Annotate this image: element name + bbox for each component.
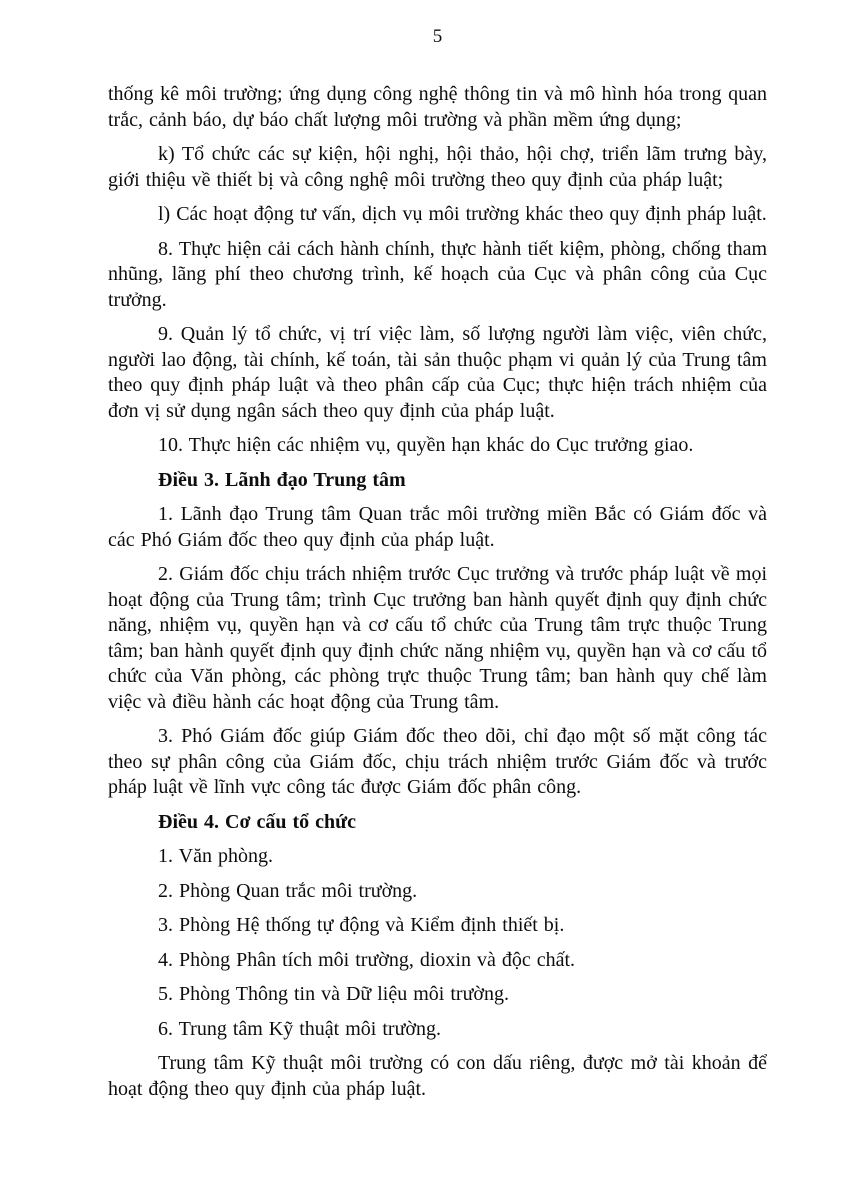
list-item: 2. Phòng Quan trắc môi trường. — [158, 879, 418, 902]
paragraph: 9. Quản lý tổ chức, vị trí việc làm, số lượng người làm việc, viên chức, người lao động, tài chính, kế toán, tài sản thuộc phạm vi quản lý của Trung tâm theo quy định pháp luật và theo phân cấp của Cục; thực hiện trách nhiệm của đơn vị sử dụng ngân sách theo quy định của pháp luật. — [108, 323, 767, 422]
paragraph: thống kê môi trường; ứng dụng công nghệ thông tin và mô hình hóa trong quan trắc, cảnh báo, dự báo chất lượng môi trường và phần mềm ứng dụng; — [108, 83, 767, 131]
list-item: 5. Phòng Thông tin và Dữ liệu môi trường. — [158, 983, 509, 1005]
paragraph: 8. Thực hiện cải cách hành chính, thực hành tiết kiệm, phòng, chống tham nhũng, lãng phí theo chương trình, kế hoạch của Cục và phân công của Cục trưởng. — [108, 237, 767, 311]
paragraph: 3. Phó Giám đốc giúp Giám đốc theo dõi, chỉ đạo một số mặt công tác theo sự phân công của Giám đốc, chịu trách nhiệm trước Giám đốc và trước pháp luật về lĩnh vực công tác được Giám đốc phân công. — [108, 725, 767, 798]
page-number: 5 — [432, 26, 443, 47]
article-heading: Điều 4. Cơ cấu tổ chức — [158, 810, 357, 833]
paragraph: Trung tâm Kỹ thuật môi trường có con dấu riêng, được mở tài khoản để hoạt động theo quy định của pháp luật. — [108, 1052, 767, 1100]
list-item: 6. Trung tâm Kỹ thuật môi trường. — [158, 1017, 441, 1040]
document-body — [108, 82, 767, 1102]
list-item: 3. Phòng Hệ thống tự động và Kiểm định thiết bị. — [158, 914, 565, 936]
paragraph: l) Các hoạt động tư vấn, dịch vụ môi trường khác theo quy định pháp luật. — [158, 203, 767, 225]
list-item: 4. Phòng Phân tích môi trường, dioxin và độc chất. — [158, 948, 576, 971]
list-item: 1. Văn phòng. — [158, 845, 273, 867]
paragraph: 1. Lãnh đạo Trung tâm Quan trắc môi trường miền Bắc có Giám đốc và các Phó Giám đốc theo quy định của pháp luật. — [108, 503, 767, 551]
paragraph: k) Tổ chức các sự kiện, hội nghị, hội thảo, hội chợ, triển lãm trưng bày, giới thiệu về thiết bị và công nghệ môi trường theo quy định của pháp luật; — [108, 143, 767, 191]
paragraph: 10. Thực hiện các nhiệm vụ, quyền hạn khác do Cục trưởng giao. — [158, 434, 694, 456]
paragraph: 2. Giám đốc chịu trách nhiệm trước Cục trưởng và trước pháp luật về mọi hoạt động của Trung tâm; trình Cục trưởng ban hành quyết định quy định chức năng, nhiệm vụ, quyền hạn và cơ cấu tổ chức của Trung tâm trực thuộc Trung tâm; ban hành quyết định quy định chức năng nhiệm vụ, quyền hạn và cơ cấu tổ chức của Văn phòng, các phòng trực thuộc Trung tâm; ban hành quy chế làm việc và điều hành các hoạt động của Trung tâm. — [108, 563, 767, 713]
article-heading: Điều 3. Lãnh đạo Trung tâm — [158, 468, 406, 491]
